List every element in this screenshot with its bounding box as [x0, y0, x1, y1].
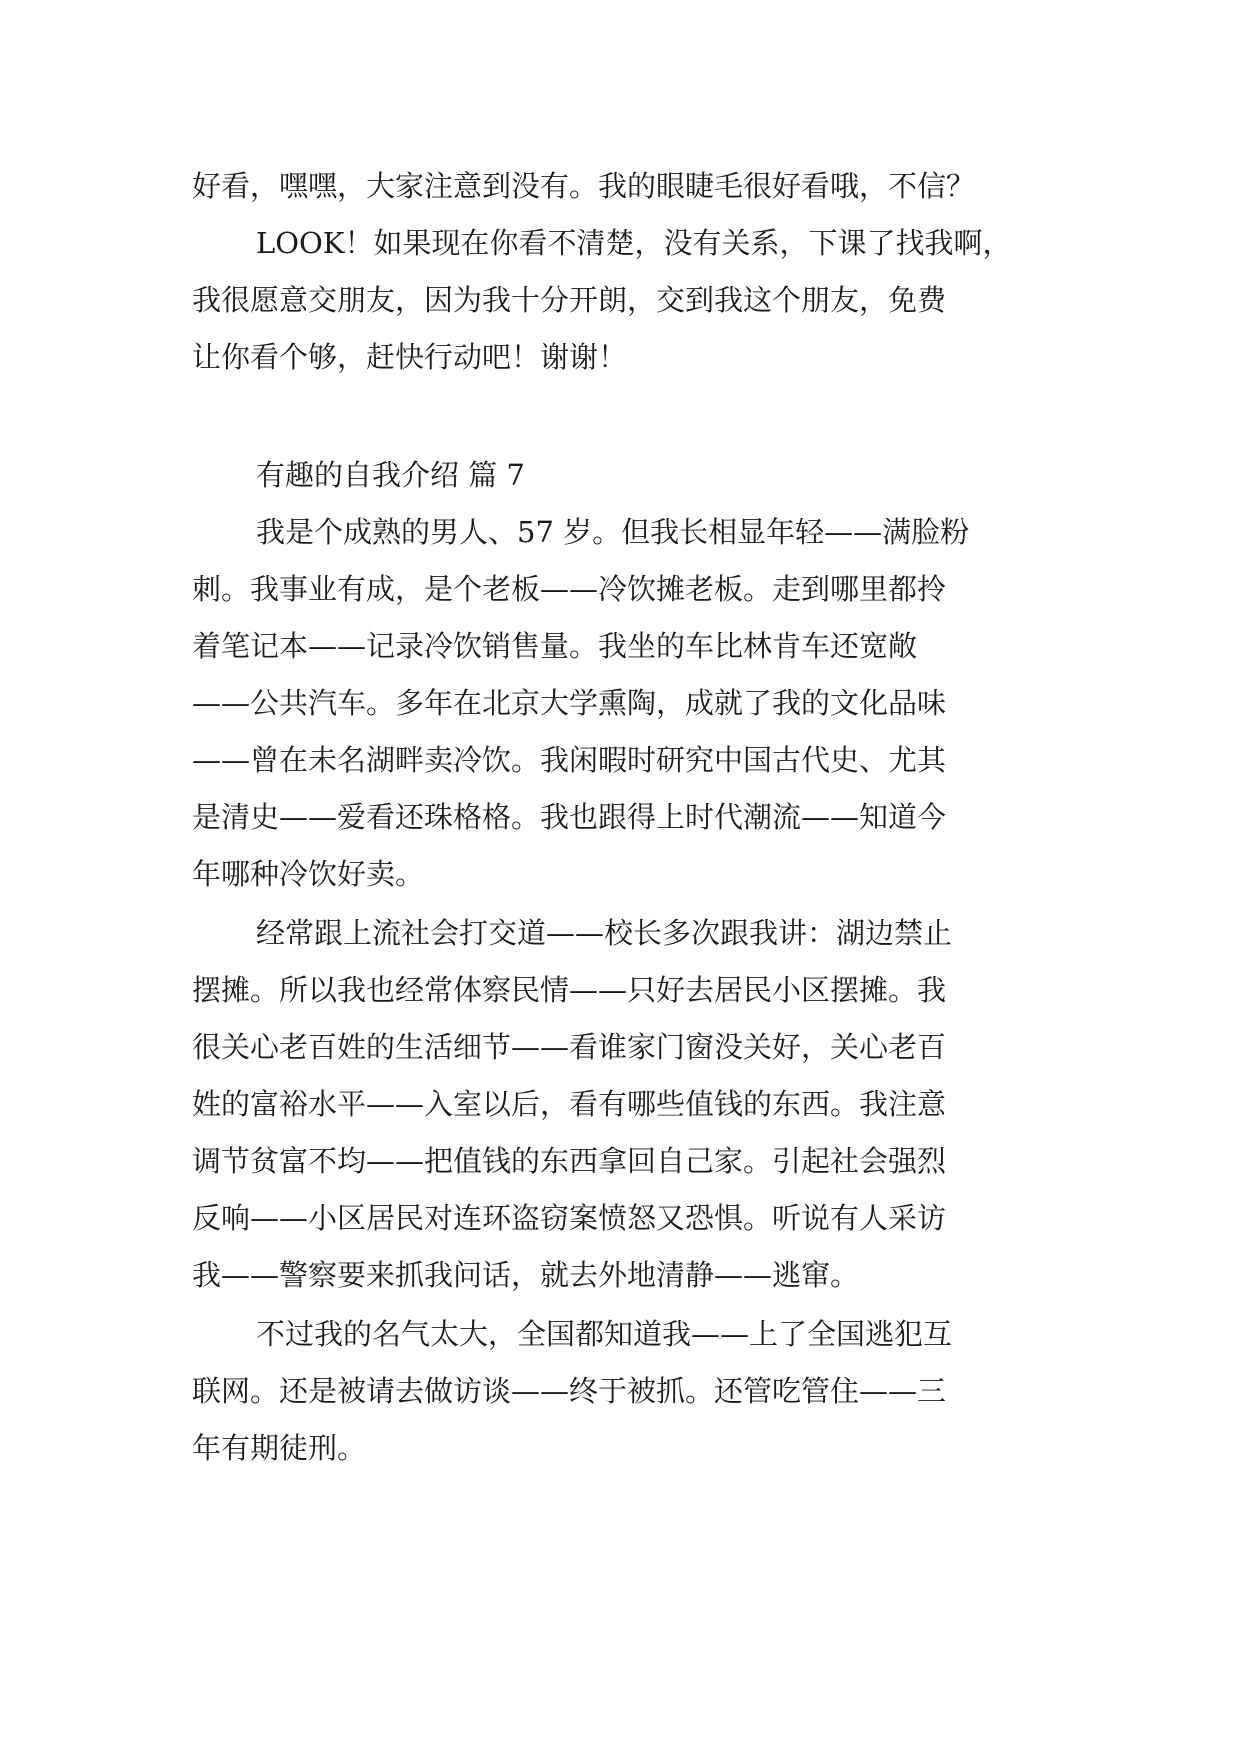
text-line: 好看，嘿嘿，大家注意到没有。我的眼睫毛很好看哦，不信？: [192, 169, 976, 203]
text-line: 调节贫富不均——把值钱的东西拿回自己家。引起社会强烈: [192, 1144, 947, 1178]
text-line: 摆摊。所以我也经常体察民情——只好去居民小区摆摊。我: [192, 973, 947, 1007]
paragraph-continuation: [192, 158, 1050, 215]
text-line: 着笔记本——记录冷饮销售量。我坐的车比林肯车还宽敞: [192, 629, 918, 663]
text-line: 很关心老百姓的生活细节——看谁家门窗没关好，关心老百: [192, 1030, 947, 1064]
text-line: 我很愿意交朋友，因为我十分开朗，交到我这个朋友，免费: [192, 283, 947, 317]
text-line: 刺。我事业有成，是个老板——冷饮摊老板。走到哪里都拎: [192, 572, 947, 606]
text-line: 年有期徒刑。: [192, 1431, 367, 1465]
text-line: 让你看个够，赶快行动吧！谢谢！: [192, 340, 628, 374]
text-line: 姓的富裕水平——入室以后，看有哪些值钱的东西。我注意: [192, 1087, 947, 1121]
text-line: 联网。还是被请去做访谈——终于被抓。还管吃管住——三: [192, 1374, 947, 1408]
text-line: LOOK！如果现在你看不清楚，没有关系，下课了找我啊，: [256, 226, 1012, 260]
text-line: ——曾在未名湖畔卖冷饮。我闲暇时研究中国古代史、尤其: [192, 743, 947, 777]
text-line: 经常跟上流社会打交道——校长多次跟我讲：湖边禁止: [256, 916, 953, 950]
section-heading: [192, 447, 1050, 504]
text-line: ——公共汽车。多年在北京大学熏陶，成就了我的文化品味: [192, 686, 947, 720]
paragraph-fame: [192, 1306, 1050, 1477]
text-line: 年哪种冷饮好卖。: [192, 857, 425, 891]
text-line: 反响——小区居民对连环盗窃案愤怒又恐惧。听说有人采访: [192, 1201, 947, 1235]
text-line: 不过我的名气太大，全国都知道我——上了全国逃犯互: [256, 1317, 953, 1351]
text-line: 是清史——爱看还珠格格。我也跟得上时代潮流——知道今: [192, 800, 947, 834]
heading-text: 有趣的自我介绍 篇 7: [256, 458, 525, 492]
paragraph-intro: [192, 504, 1050, 903]
paragraph-society: [192, 905, 1050, 1304]
paragraph-look: [192, 215, 1050, 386]
text-line: 我——警察要来抓我问话，就去外地清静——逃窜。: [192, 1258, 860, 1292]
text-line: 我是个成熟的男人、57 岁。但我长相显年轻——满脸粉: [256, 515, 970, 549]
